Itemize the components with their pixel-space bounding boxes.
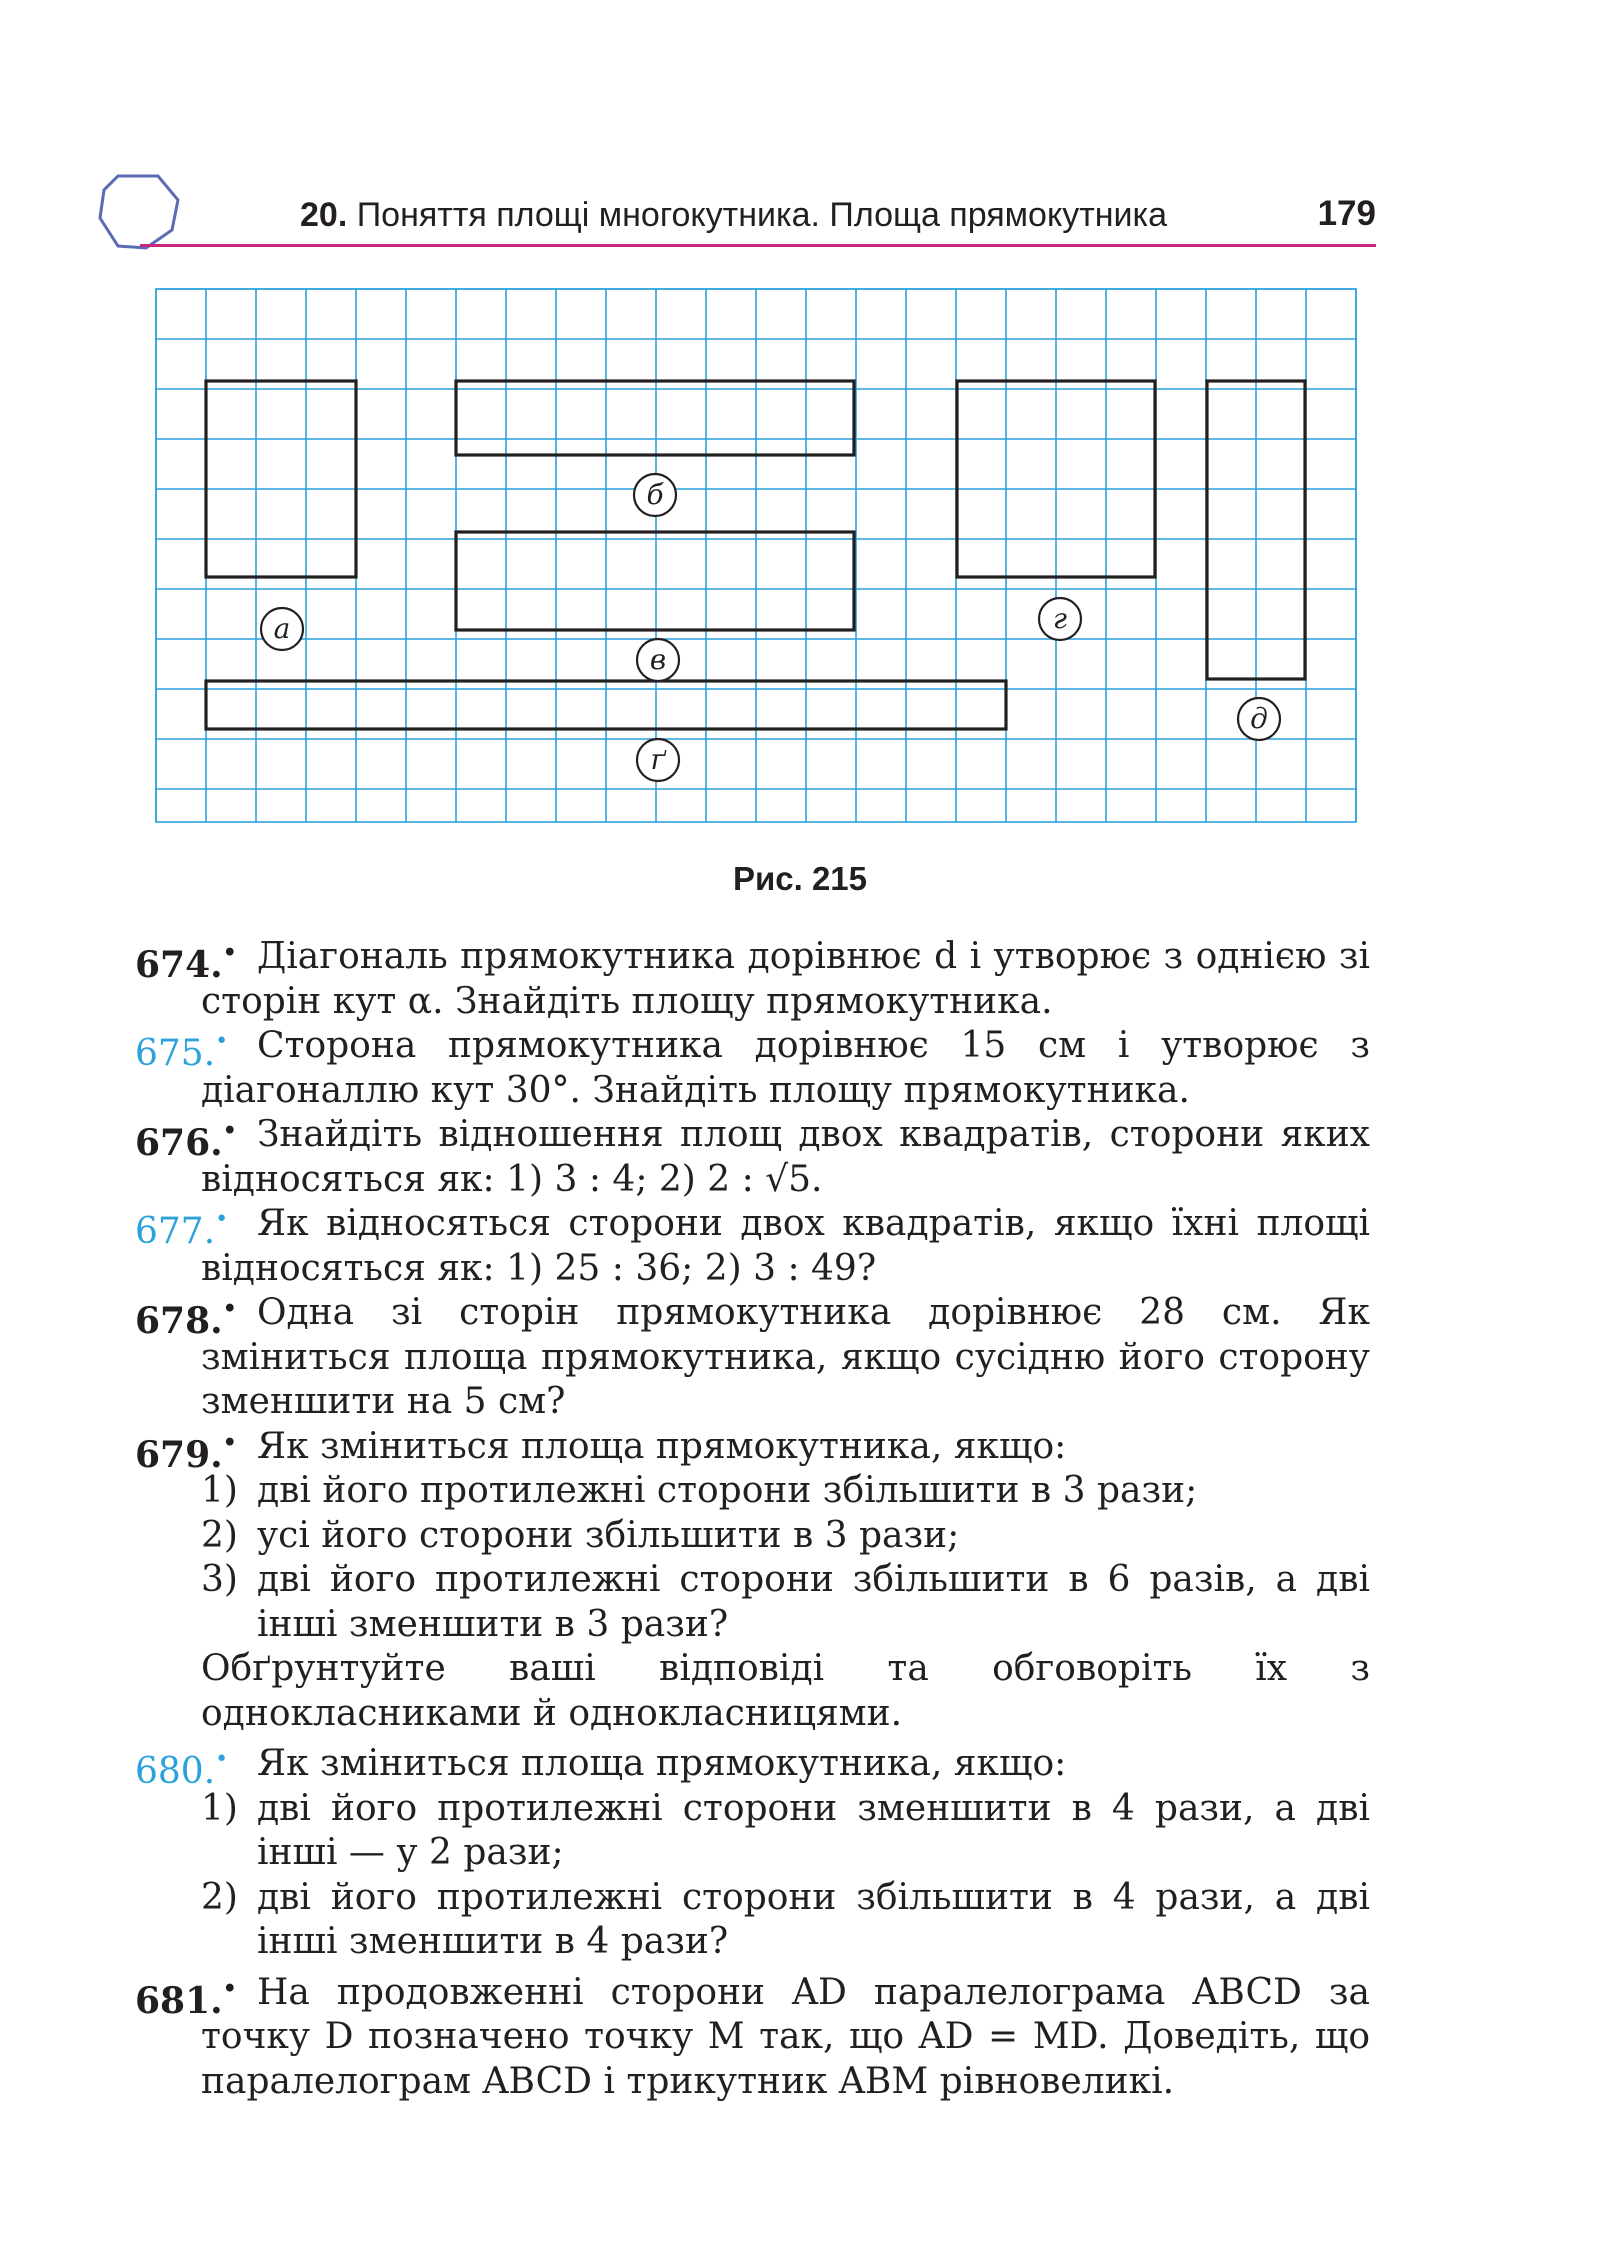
problem-text: Сторона прямокутника дорівнює 15 см і утворює з діагоналлю кут 30°. Знайдіть площу прямокутника. bbox=[201, 1025, 1370, 1111]
problem-text: Як відносяться сторони двох квадратів, якщо їхні площі відносяться як: 1) 25 : 36; 2) 3 : 49? bbox=[201, 1203, 1370, 1289]
problem-number: 675.• bbox=[135, 1029, 229, 1074]
page-number: 179 bbox=[1317, 194, 1376, 233]
problem-678 bbox=[135, 1291, 1370, 1425]
problem-text: Як зміниться площа прямокутника, якщо: bbox=[257, 1425, 1067, 1467]
label-d bbox=[1238, 698, 1280, 740]
problem-note: Обґрунтуйте ваші відповіді та обговоріть їх з однокласниками й однокласницями. bbox=[201, 1648, 1370, 1734]
label-b bbox=[634, 474, 676, 516]
problem-681 bbox=[135, 1971, 1370, 2105]
problem-text: Знайдіть відношення площ двох квадратів, сторони яких відносяться як: 1) 3 : 4; 2) 2 : √5. bbox=[201, 1114, 1370, 1200]
svg-text:д: д bbox=[1250, 702, 1268, 735]
section-number: 20. bbox=[300, 196, 348, 234]
problem-675 bbox=[135, 1024, 1370, 1113]
problem-680 bbox=[135, 1742, 1370, 1792]
problem-number: 680.• bbox=[135, 1747, 229, 1792]
list-item: 3) дві його протилежні сторони збільшити в 6 разів, а дві інші зменшити в 3 рази? bbox=[201, 1559, 1370, 1645]
rect-v bbox=[456, 532, 854, 630]
problem-number: 677.• bbox=[135, 1207, 229, 1252]
svg-text:г: г bbox=[1052, 602, 1068, 635]
problem-number: 681.• bbox=[135, 1975, 237, 2022]
section-title bbox=[300, 196, 1167, 235]
problem-text: Діагональ прямокутника дорівнює d і утворює з однією зі сторін кут α. Знайдіть площу прямокутника. bbox=[201, 936, 1370, 1022]
problem-number: 676.• bbox=[135, 1118, 237, 1164]
problem-text: На продовженні сторони AD паралелограма ABCD за точку D позначено точку M так, що AD = MD. Доведіть, що паралелограм ABCD і трикутник ABM рівновеликі. bbox=[201, 1971, 1370, 2102]
exercise-list bbox=[135, 935, 1370, 2104]
svg-text:а: а bbox=[273, 612, 291, 645]
problem-number: 674.• bbox=[135, 940, 237, 986]
problem-text: Як зміниться площа прямокутника, якщо: bbox=[257, 1743, 1067, 1784]
problem-text: Одна зі сторін прямокутника дорівнює 28 см. Як зміниться площа прямокутника, якщо сусідню його сторону зменшити на 5 см? bbox=[201, 1292, 1370, 1422]
rect-b bbox=[456, 381, 854, 455]
list-item: 2) дві його протилежні сторони збільшити в 4 рази, а дві інші зменшити в 4 рази? bbox=[201, 1876, 1370, 1962]
heptagon-icon bbox=[96, 168, 180, 252]
problem-677 bbox=[135, 1202, 1370, 1291]
list-item: 1) дві його протилежні сторони збільшити в 3 рази; bbox=[201, 1470, 1198, 1511]
svg-text:в: в bbox=[649, 643, 667, 676]
problem-number: 679.• bbox=[135, 1429, 237, 1476]
problem-679 bbox=[135, 1425, 1370, 1476]
figure-caption: Рис. 215 bbox=[732, 860, 868, 897]
label-v bbox=[637, 639, 679, 681]
problem-676 bbox=[135, 1113, 1370, 1202]
problem-674 bbox=[135, 935, 1370, 1024]
section-title-text: Поняття площі многокутника. Площа прямокутника bbox=[356, 196, 1168, 234]
list-item: 1) дві його протилежні сторони зменшити в 4 рази, а дві інші — у 2 рази; bbox=[201, 1787, 1370, 1873]
page-header bbox=[96, 168, 1376, 252]
problem-number: 678.• bbox=[135, 1296, 237, 1342]
figure-215-grid bbox=[155, 288, 1361, 828]
rect-a bbox=[206, 381, 356, 577]
label-gg bbox=[637, 739, 679, 781]
header-divider bbox=[140, 244, 1376, 247]
label-g bbox=[1039, 598, 1081, 640]
label-a bbox=[261, 608, 303, 650]
svg-text:б: б bbox=[646, 478, 664, 511]
list-item: 2) усі його сторони збільшити в 3 рази; bbox=[201, 1514, 960, 1556]
svg-text:ґ: ґ bbox=[650, 743, 666, 776]
